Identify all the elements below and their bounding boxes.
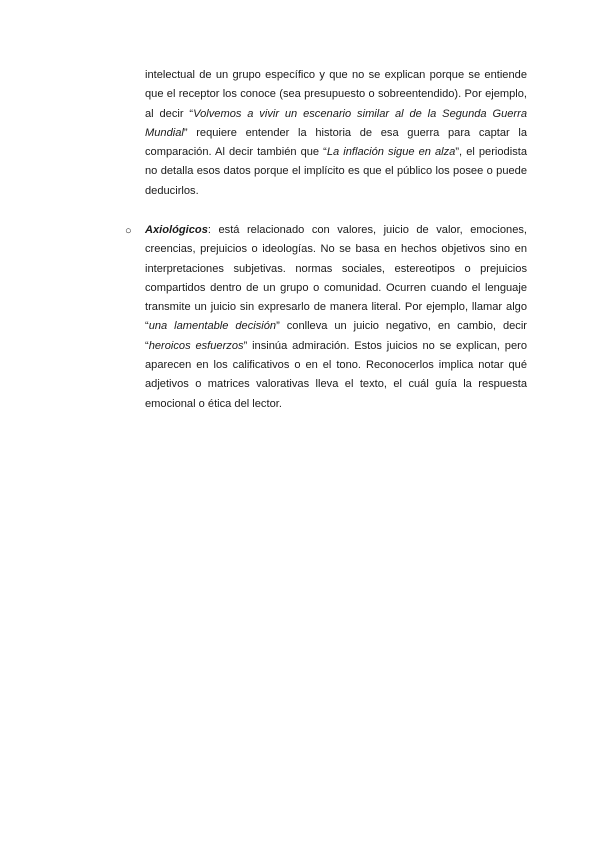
paragraph2-text-a: : está relacionado con valores, juicio de valor, emociones, creencias, prejuicios o ideologías. No se basa en hechos objetivos sino en interpretaciones subjetivas. normas sociales, estereotipos o prejuicios compartidos dentro de un grupo o comunidad. Ocurren cuando el lenguaje transmite un juicio sin expresarlo de manera literal. Por ejemplo, llamar algo “ <box>145 224 527 333</box>
bullet-circle-icon: ○ <box>125 225 132 237</box>
paragraph-axiological <box>145 221 527 414</box>
paragraph1-quote-inflation: La inflación sigue en alza <box>326 146 456 159</box>
paragraph2-quote-esfuerzos: heroicos esfuerzos <box>148 339 244 352</box>
paragraph1-quote-ww2: Volvemos a vivir un escenario similar al de la Segunda Guerra Mundial <box>145 107 527 139</box>
paragraph1-text-c: ”, el periodista no detalla esos datos porque el implícito es que el público los posee o puede deducirlos. <box>145 146 527 197</box>
paragraph2-text-b: ” conlleva un juicio negativo, en cambio, decir “ <box>145 320 527 352</box>
paragraph1-text-b: ” requiere entender la historia de esa guerra para captar la comparación. Al decir también que “ <box>145 126 527 159</box>
paragraph2-quote-decision: una lamentable decisión <box>148 320 277 333</box>
term-axiologicos: Axiológicos <box>145 224 208 236</box>
paragraph1-text-a: intelectual de un grupo específico y que no se explican porque se entiende que el receptor los conoce (sea presupuesto o sobreentendido). Por ejemplo, al decir “ <box>145 69 527 120</box>
paragraph2-text-c: ” insinúa admiración. Estos juicios no se explican, pero aparecen en los calificativos o en el tono. Reconocerlos implica notar qué adjetivos o matrices valorativas lleva el texto, el cuál guía la respuesta emocional o ética del lector. <box>145 339 527 410</box>
paragraph-implicit-knowledge <box>145 66 527 201</box>
